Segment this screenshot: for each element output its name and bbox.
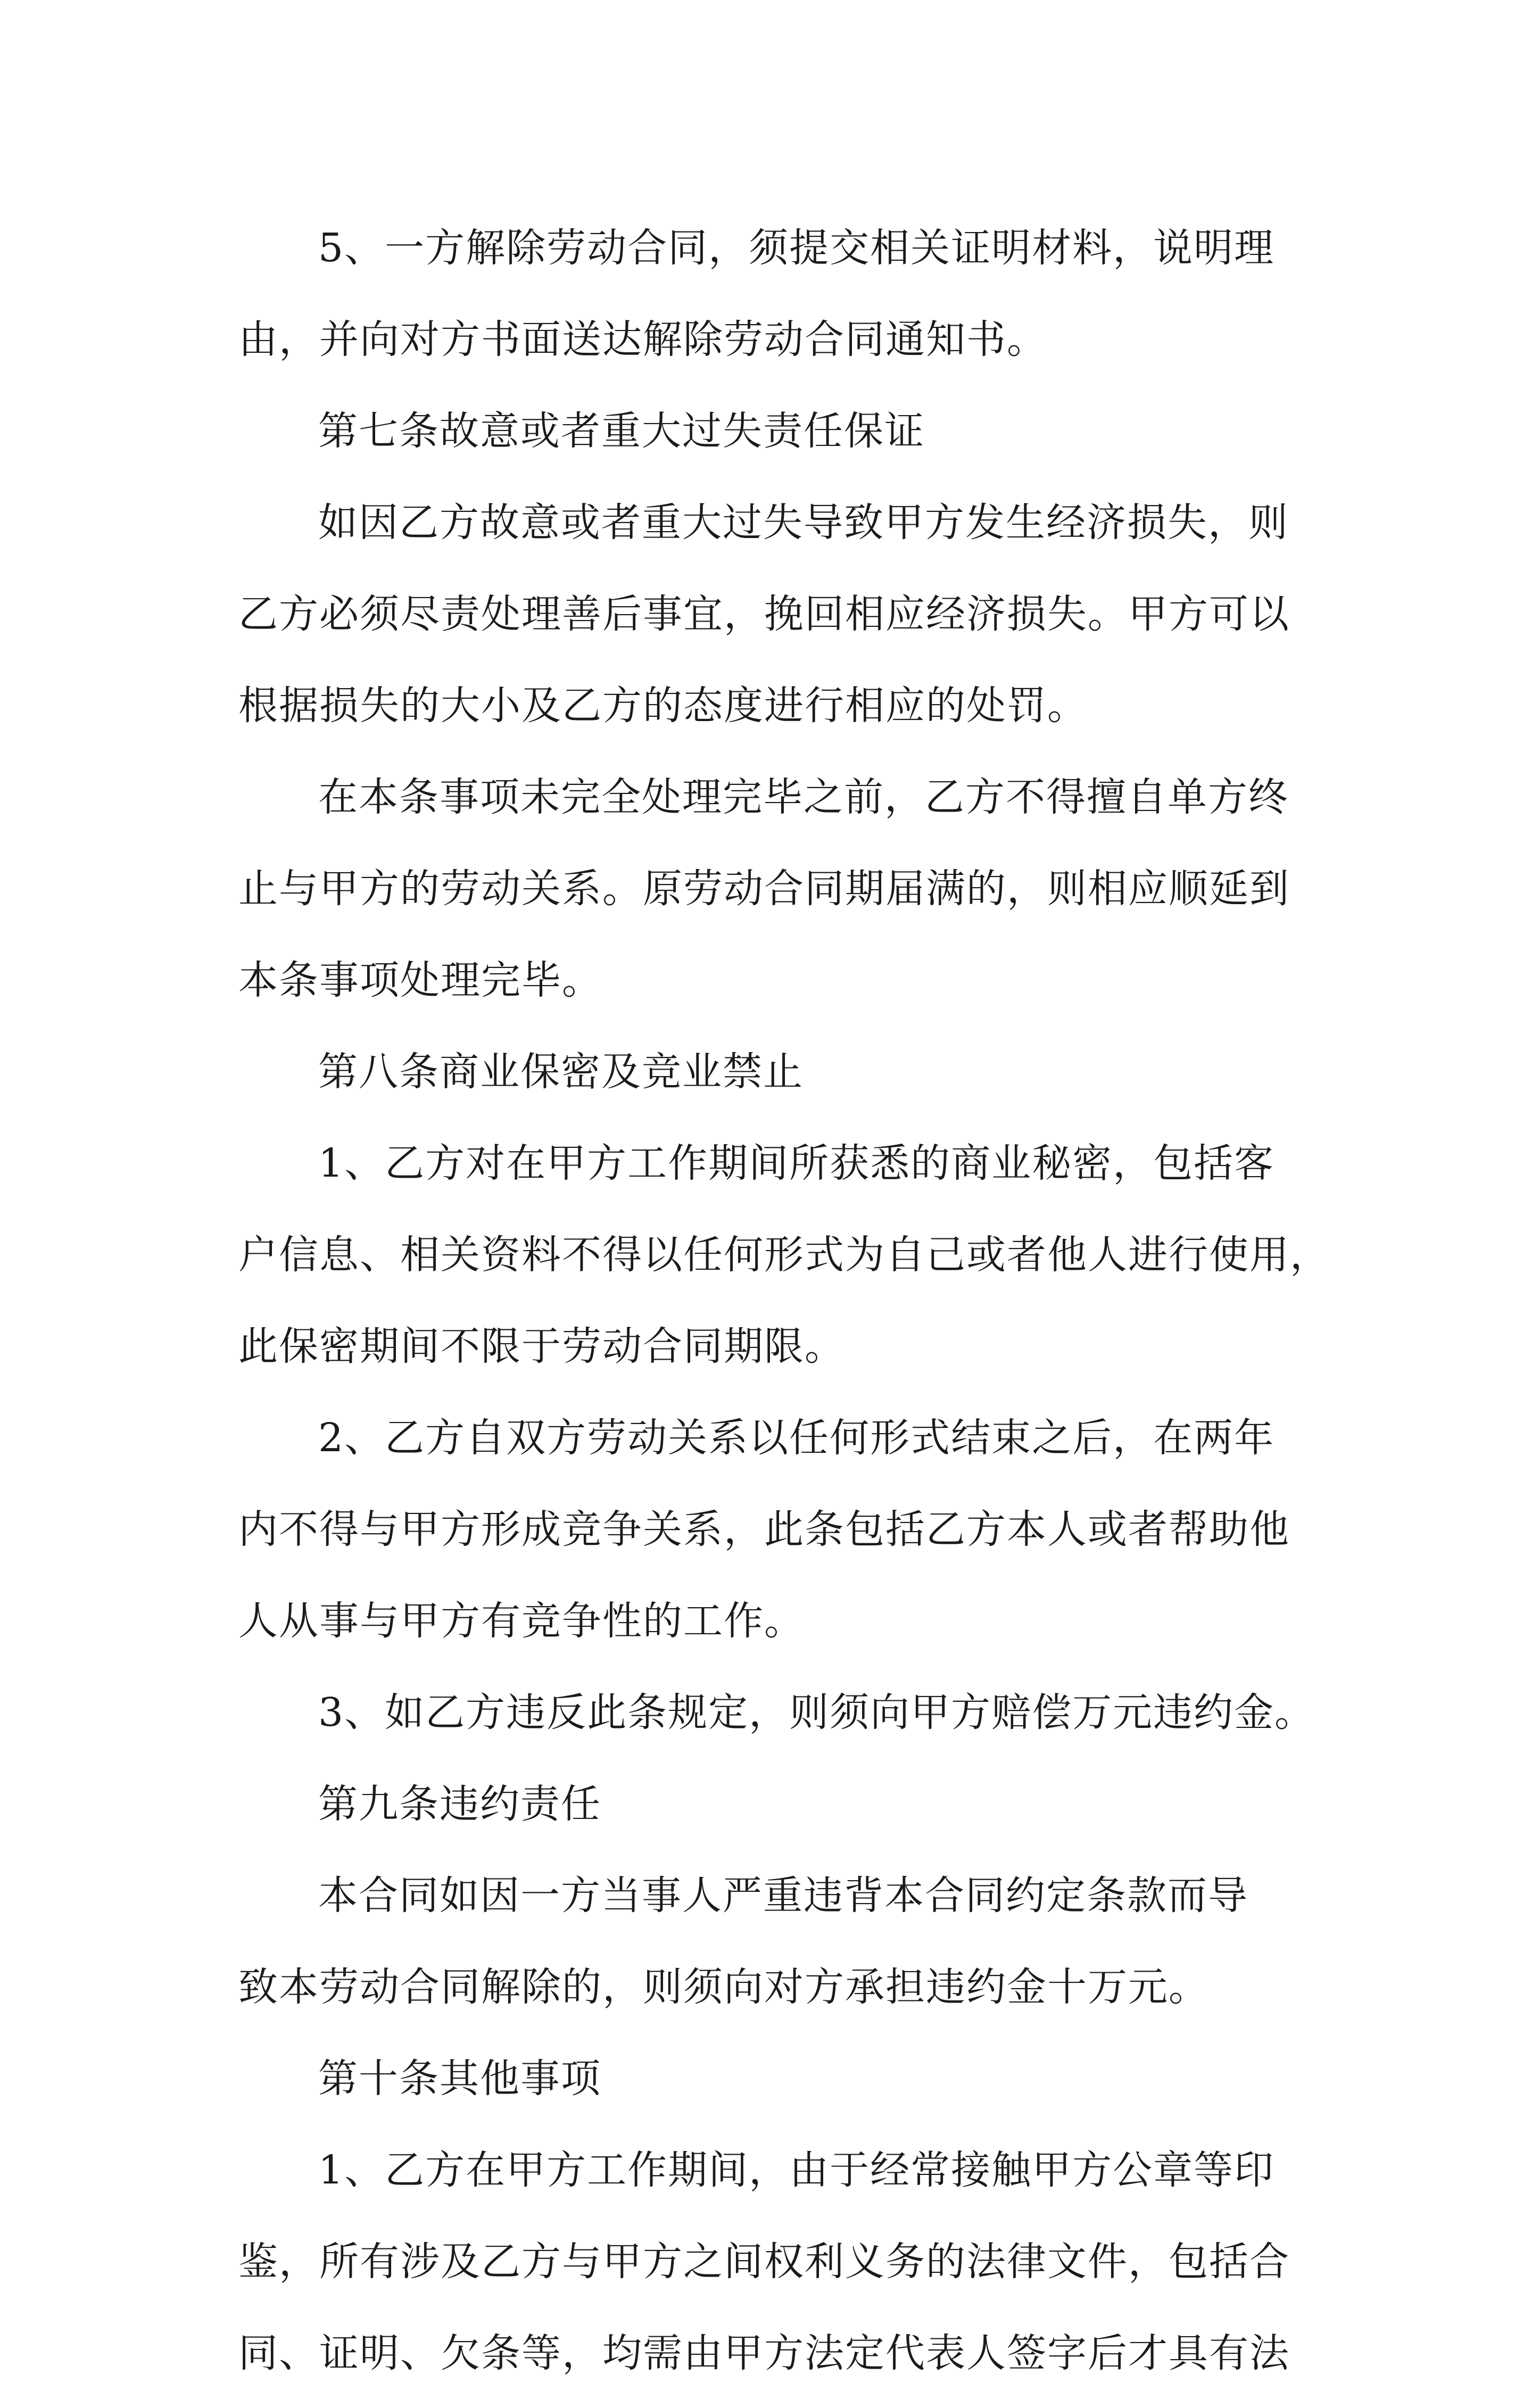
text-line: 1、乙方对在甲方工作期间所获悉的商业秘密，包括客	[318, 1140, 1275, 1186]
text-line: 内不得与甲方形成竞争关系，此条包括乙方本人或者帮助他	[238, 1507, 1290, 1552]
text-line: 本条事项处理完毕。	[238, 957, 602, 1003]
text-line: 人从事与甲方有竞争性的工作。	[238, 1598, 805, 1644]
text-line: 根据损失的大小及乙方的态度进行相应的处罚。	[238, 683, 1088, 729]
section-heading: 第九条违约责任	[318, 1781, 601, 1827]
text-line: 如因乙方故意或者重大过失导致甲方发生经济损失，则	[318, 500, 1289, 545]
text-line: 2、乙方自双方劳动关系以任何形式结束之后，在两年	[318, 1415, 1275, 1461]
text-line: 1、乙方在甲方工作期间，由于经常接触甲方公章等印	[318, 2147, 1275, 2193]
text-line: 5、一方解除劳动合同，须提交相关证明材料，说明理	[318, 225, 1275, 271]
text-line: 户信息、相关资料不得以任何形式为自己或者他人进行使用，	[238, 1232, 1330, 1278]
section-heading: 第七条故意或者重大过失责任保证	[318, 408, 925, 454]
document-body	[238, 202, 1330, 2399]
text-line: 致本劳动合同解除的，则须向对方承担违约金十万元。	[238, 1964, 1209, 2010]
text-line: 本合同如因一方当事人严重违背本合同约定条款而导	[318, 1873, 1248, 1918]
text-line: 同、证明、欠条等，均需由甲方法定代表人签字后才具有法	[238, 2330, 1290, 2376]
text-line: 止与甲方的劳动关系。原劳动合同期届满的，则相应顺延到	[238, 866, 1290, 912]
text-line: 3、如乙方违反此条规定，则须向甲方赔偿万元违约金。	[318, 1690, 1315, 1735]
section-heading: 第十条其他事项	[318, 2056, 601, 2102]
section-heading: 第八条商业保密及竞业禁止	[318, 1049, 804, 1095]
text-line: 由，并向对方书面送达解除劳动合同通知书。	[238, 317, 1047, 362]
text-line: 鉴，所有涉及乙方与甲方之间权利义务的法律文件，包括合	[238, 2239, 1290, 2285]
text-line: 在本条事项未完全处理完毕之前，乙方不得擅自单方终	[318, 774, 1289, 820]
text-line: 乙方必须尽责处理善后事宜，挽回相应经济损失。甲方可以	[238, 591, 1290, 637]
text-line: 此保密期间不限于劳动合同期限。	[238, 1323, 845, 1369]
